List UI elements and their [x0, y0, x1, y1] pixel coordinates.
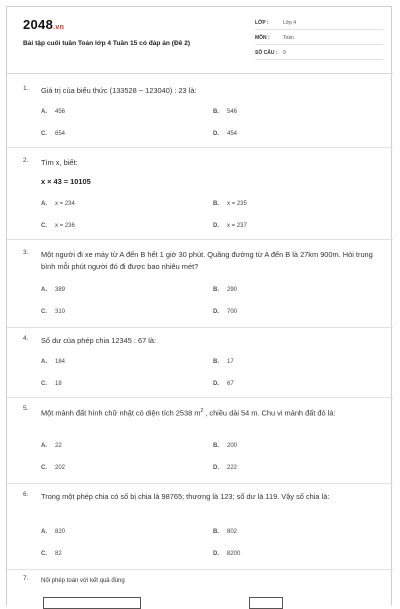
meta-label: MÔN : — [255, 35, 270, 41]
option-c[interactable]: C. 82 — [41, 551, 62, 557]
option-c[interactable]: C. 310 — [41, 309, 66, 315]
option-b[interactable]: B. 290 — [213, 287, 238, 293]
question-divider — [7, 239, 393, 240]
option-b[interactable]: B. 802 — [213, 529, 238, 535]
question-text: Một người đi xe máy từ A đến B hết 1 giờ 30 phút. Quãng đường từ A đến B là 27km 900m. Hỏi trung bình mỗi phút người đó đi được bao nhiêu mét? — [41, 250, 373, 271]
option-d[interactable]: D. 454 — [213, 131, 238, 137]
question-text: Giá trị của biểu thức (133528 − 123040) : 23 là: — [41, 86, 197, 95]
question-number: 6. — [23, 491, 29, 498]
logo-suffix: .vn — [53, 24, 65, 31]
option-d[interactable]: D. 700 — [213, 309, 238, 315]
question-number: 3. — [23, 249, 29, 256]
document-title: Bài tập cuối tuần Toán lớp 4 Tuần 15 có đáp án (Đề 2) — [23, 40, 191, 47]
option-d[interactable]: D. x = 237 — [213, 223, 247, 229]
meta-value: 9 — [283, 50, 286, 56]
expression-box[interactable] — [43, 597, 141, 609]
worksheet-page — [6, 6, 392, 606]
question-text: Nối phép toán với kết quả đúng — [41, 578, 125, 584]
question-divider — [7, 147, 393, 148]
question-number: 2. — [23, 157, 29, 164]
meta-label: LỚP : — [255, 20, 269, 26]
meta-divider — [255, 29, 383, 30]
logo-text: 2048 — [23, 17, 54, 32]
question-divider — [7, 327, 393, 328]
option-a[interactable]: A. 22 — [41, 443, 62, 449]
site-logo[interactable] — [23, 17, 64, 32]
option-d[interactable]: D. 222 — [213, 465, 238, 471]
header-divider — [7, 73, 393, 74]
option-a[interactable]: A. 456 — [41, 109, 66, 115]
meta-label: SỐ CÂU : — [255, 50, 278, 56]
option-c[interactable]: C. 18 — [41, 381, 62, 387]
option-b[interactable]: B. x = 235 — [213, 201, 247, 207]
option-c[interactable]: C. 202 — [41, 465, 66, 471]
option-b[interactable]: B. 546 — [213, 109, 238, 115]
question-divider — [7, 569, 393, 570]
question-divider — [7, 397, 393, 398]
option-a[interactable]: A. 820 — [41, 529, 66, 535]
option-b[interactable]: B. 200 — [213, 443, 238, 449]
option-b[interactable]: B. 17 — [213, 359, 234, 365]
question-number: 7. — [23, 575, 29, 582]
question-number: 1. — [23, 85, 29, 92]
question-text: Một mảnh đất hình chữ nhật có diện tích 2538 $m^2$ , chiều dài 54 m. Chu vi mảnh đất đó là: — [41, 408, 336, 418]
meta-divider — [255, 44, 383, 45]
question-text: Trong một phép chia có số bị chia là 98765; thương là 123; số dư là 119. Vậy số chia là: — [41, 492, 330, 501]
result-box[interactable] — [249, 597, 283, 609]
page-header — [7, 7, 393, 71]
option-d[interactable]: D. 67 — [213, 381, 234, 387]
option-c[interactable]: C. 654 — [41, 131, 66, 137]
question-text: Số dư của phép chia 12345 : 67 là: — [41, 336, 157, 345]
option-a[interactable]: A. x = 234 — [41, 201, 75, 207]
superscript: 2 — [200, 408, 204, 414]
equation: x × 43 = 10105 — [41, 177, 91, 186]
question-text: Tìm x, biết: — [41, 158, 78, 167]
option-d[interactable]: D. 8200 — [213, 551, 241, 557]
meta-divider — [255, 59, 383, 60]
question-number: 4. — [23, 335, 29, 342]
question-divider — [7, 483, 393, 484]
question-number: 5. — [23, 405, 29, 412]
option-a[interactable]: A. 389 — [41, 287, 66, 293]
option-c[interactable]: C. x = 236 — [41, 223, 75, 229]
meta-value: Lớp 4 — [283, 20, 297, 26]
meta-value: Toán — [283, 35, 294, 41]
option-a[interactable]: A. 184 — [41, 359, 66, 365]
